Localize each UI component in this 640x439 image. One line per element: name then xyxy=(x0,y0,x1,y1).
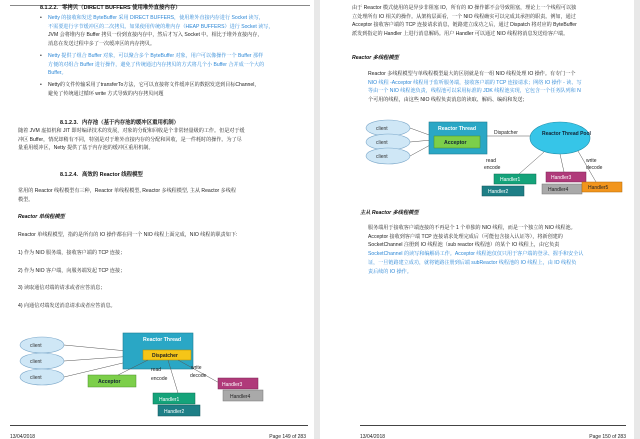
duty-item: 4) 向通信对端发送消息请求或者应答消息。 xyxy=(18,303,116,310)
bullet-dot: • xyxy=(40,52,42,59)
handler-label: Handler1 xyxy=(159,397,180,403)
reactor-thread-label: Reactor Thread xyxy=(143,337,182,343)
client-label: client xyxy=(376,154,388,160)
reactor-thread-label: Reactor Thread xyxy=(438,126,477,132)
footer-date: 13/04/2018 xyxy=(10,434,36,439)
read-label: read xyxy=(486,158,497,164)
bullet-dot: • xyxy=(40,81,42,88)
paragraph-line: Acceptor 接收到客户端 TCP 连接请求处理完成后（可能包含接入认证等），将新创建的 xyxy=(368,233,563,240)
client-ellipse xyxy=(20,369,64,385)
heading-reactor-model xyxy=(60,170,306,178)
client-ellipse xyxy=(366,148,410,164)
handler-label: Handler5 xyxy=(588,185,609,191)
paragraph-line: 派发到指定的 Handler 上进行消息解码。用户 Handler 可以通过 NIO 线程将消息发送给客户端。 xyxy=(352,31,569,38)
client-ellipse xyxy=(20,353,64,369)
master-slave-paragraph xyxy=(368,224,628,276)
paragraph-line: 随着 JVM 虚拟机和 JIT 即时编译技术的发展，对象的分配和回收是个非常轻量级的工作。但是对于缓 xyxy=(18,128,245,134)
handler-label: Handler3 xyxy=(222,382,243,388)
bullet-line: Netty的文件传输采用了transferTo方法，它可以直接将文件缓冲区的数据发送到目标Channel， xyxy=(48,81,260,88)
duty-item: 2) 作为 NIO 客户端，向服务端发起 TCP 连接； xyxy=(18,267,126,274)
handler-label: Handler2 xyxy=(488,189,509,195)
client-label: client xyxy=(30,375,42,381)
master-slave-subtitle: 主从 Reactor 多线程模型 xyxy=(360,210,419,216)
heading-number: 8.1.2.3. xyxy=(60,120,78,126)
dispatch-line xyxy=(519,152,544,174)
multi-thread-subtitle: Reactor 多线程模型 xyxy=(352,55,399,61)
paragraph-line: 个可用的线程，由这些 NIO 线程负责消息的读取、解码、编码和发送； xyxy=(368,97,528,104)
handler-label: Handler1 xyxy=(500,177,521,183)
bullet-line: Netty 提供了组合 Buffer 对象，可以聚合多个 ByteBuffer 对象，用户可以像操作一个 Buffer 那样 xyxy=(48,52,264,59)
footer-page: Page 149 of 283 xyxy=(269,434,306,439)
write-label: write xyxy=(586,158,597,164)
bullet-dot: • xyxy=(40,15,42,21)
paragraph-line: 冲区 Buffer，情况却稍有不同，特别是对于堆外直接内存的分配和回收，是一件耗时的操作。为了尽 xyxy=(18,136,242,143)
client-label: client xyxy=(30,359,42,365)
paragraph-line: 模型。 xyxy=(18,196,34,203)
heading-zero-copy xyxy=(40,4,306,13)
paragraph-line: 量重用缓冲区，Netty 提供了基于内存池的缓冲区重用机制。 xyxy=(18,145,154,152)
dispatch-line xyxy=(560,154,564,172)
client-ellipse xyxy=(20,337,64,353)
memory-pool-paragraph xyxy=(18,127,308,153)
handler-label: Handler3 xyxy=(551,175,572,181)
right-page xyxy=(320,0,634,439)
bullet-item xyxy=(40,81,308,98)
reactor-intro-paragraph xyxy=(18,187,308,204)
handler-label: Handler4 xyxy=(548,187,569,193)
bullet-line: Netty 的接收和发送 ByteBuffer 采用 DIRECT BUFFERS，使用堆外直接内存进行 Socket 读写， xyxy=(48,15,264,21)
acceptor-label: Acceptor xyxy=(444,140,467,146)
bullet-line: 消息在发送过程中多了一次缓冲区的内存拷贝。 xyxy=(48,41,155,48)
paragraph-line: SocketChannel 注册到 IO 线程池（sub reactor 线程池）的某个 IO 线程上，由它负责 xyxy=(368,242,560,249)
paragraph-line: SocketChannel 的读写和编解码工作。Acceptor 线程池仅仅只用于客户端的登录、握手和安全认 xyxy=(368,251,584,258)
bullet-item xyxy=(40,14,308,49)
paragraph-line: 责后续的 IO 操作。 xyxy=(368,268,412,275)
client-ellipse xyxy=(366,134,410,150)
paragraph-line: 由于 Reactor 模式使用的是异步非阻塞 IO，所有的 IO 操作都不会导致阻塞，理论上一个线程可以独 xyxy=(352,5,577,11)
duty-item: 1) 作为 NIO 服务端，接收客户端的 TCP 连接； xyxy=(18,250,126,256)
single-thread-diagram xyxy=(18,325,268,425)
paragraph-line: Acceptor 接收客户端的 TCP 连接请求消息，链路建立成功之后，通过 Dispatch 将对应的 ByteBuffer xyxy=(352,22,577,29)
paragraph-line: 立处理所有 IO 相关的操作。从架构层面看，一个 NIO 线程确实可以完成其承担的职责。例如，通过 xyxy=(352,13,576,20)
footer-rule xyxy=(360,425,626,426)
thread-pool-ellipse xyxy=(530,122,590,154)
handler-label: Handler4 xyxy=(230,394,251,400)
paragraph-line: Reactor 多线程模型与单线程模型最大的区别就是有一组 NIO 线程处理 IO 操作。有专门一个 xyxy=(368,71,576,77)
heading-number: 8.1.2.4. xyxy=(60,172,78,178)
client-label: client xyxy=(376,140,388,146)
paragraph-line: 服务端用于接收客户端连接的不再是个 1 个单独的 NIO 线程，而是一个独立的 NIO 线程池。 xyxy=(368,225,576,231)
paragraph-line: NIO 线程 -Acceptor 线程用于监听服务端，接收客户端的 TCP 连接请求；网络 IO 操作 - 读、写 xyxy=(368,79,582,86)
paragraph-line: 等由一个 NIO 线程池负责，线程池可以采用标准的 JDK 线程池实现，它包含一个任务队列和 N xyxy=(368,88,581,95)
bullet-line: JVM 会将堆内存 Buffer 拷贝一份到直接内存中，然后才写入 Socket 中。相比于堆外直接内存， xyxy=(48,32,263,39)
footer-page: Page 150 of 283 xyxy=(589,434,626,439)
dispatcher-label: Dispatcher xyxy=(494,130,518,136)
bullet-line: Buffer。 xyxy=(48,70,67,77)
encode-label: encode xyxy=(151,376,168,382)
decode-label: decode xyxy=(586,165,603,171)
bullet-line: 避免了传统通过循环 write 方式导致的内存拷贝问题 xyxy=(48,90,164,97)
client-label: client xyxy=(376,126,388,132)
footer-date: 13/04/2018 xyxy=(360,434,386,439)
heading-text: 高效的 Reactor 线程模型 xyxy=(82,172,143,178)
dispatcher-label: Dispatcher xyxy=(152,353,178,359)
paragraph-line: 常用的 Reactor 线程模型有三种，Reactor 单线程模型, Reactor 多线程模型, 主从 Reactor 多线程 xyxy=(18,188,236,194)
client-ellipse xyxy=(366,120,410,136)
heading-text: 零拷贝（DIRECT BUFFERS 使用堆外直接内存） xyxy=(62,5,181,11)
heading-memory-pool xyxy=(60,118,306,126)
client-label: client xyxy=(30,343,42,349)
single-thread-paragraph: Reactor 单线程模型，指的是所有的 IO 操作都在同一个 NIO 线程上面完成，NIO 线程的职责如下: xyxy=(18,232,238,238)
heading-text: 内存池（基于内存池的缓冲区重用机制） xyxy=(82,120,180,126)
left-page xyxy=(0,0,314,439)
multi-thread-diagram xyxy=(364,116,624,202)
bullet-line: 不需要进行字节缓冲区的二次拷贝。如果使用传统的堆内存（HEAP BUFFERS）进行 Socket 读写， xyxy=(48,23,274,30)
handler-label: Handler2 xyxy=(164,409,185,415)
read-label: read xyxy=(151,367,162,373)
paragraph-line: 证，一旦链路建立成功，就将链路注册到后端 subReactor 线程池的 IO 线程上，由 IO 线程负 xyxy=(368,259,577,266)
duty-list xyxy=(18,249,308,320)
async-paragraph xyxy=(352,4,628,39)
footer-rule xyxy=(10,425,308,426)
thread-pool-label: Reactor Thread Pool xyxy=(542,131,591,137)
zero-copy-bullets xyxy=(40,14,308,101)
bullet-line: 方便的对组合 Buffer 进行操作，避免了传统通过内存拷贝的方式将几个小 Buffer 合并成一个大的 xyxy=(48,61,265,68)
heading-number: 8.1.2.2. xyxy=(40,5,58,11)
multi-thread-paragraph xyxy=(368,70,628,105)
bullet-item xyxy=(40,52,308,78)
write-label: write xyxy=(191,365,202,371)
single-thread-subtitle: Reactor 单线程模型 xyxy=(18,214,65,220)
encode-label: encode xyxy=(484,165,501,171)
decode-label: decode xyxy=(190,373,207,379)
acceptor-label: Acceptor xyxy=(98,379,121,385)
duty-item: 3) 读取通信对端的请求或者应答消息； xyxy=(18,285,106,292)
